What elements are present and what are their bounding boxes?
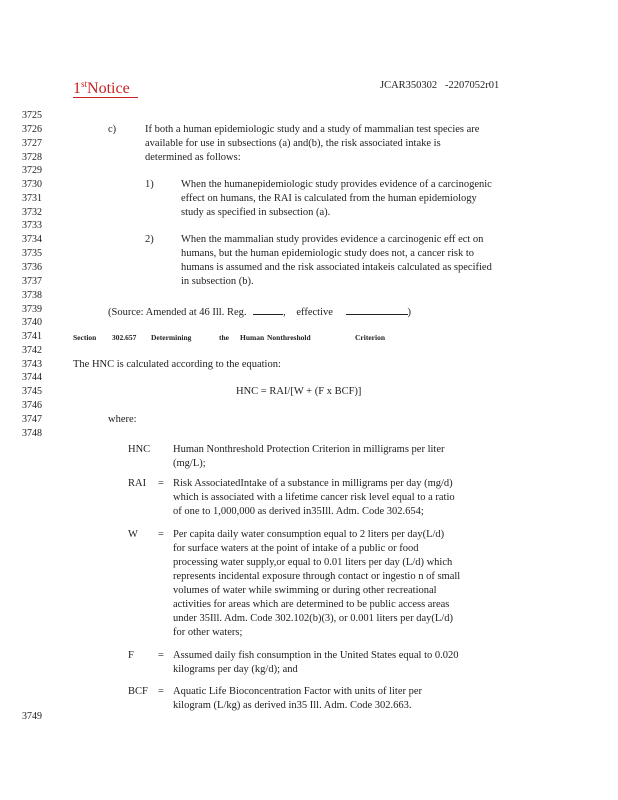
jcar-code: JCAR350302: [380, 80, 438, 91]
line-number: 3745: [22, 386, 42, 397]
equation: HNC = RAI/[W + (F x BCF)]: [236, 386, 362, 397]
line-number: 3738: [22, 290, 42, 301]
definition-line: which is associated with a lifetime cancer risk level equal to a ratio: [173, 492, 455, 503]
definition-term: F: [128, 650, 134, 661]
notice-word: Notice: [87, 80, 130, 97]
line-number: 3727: [22, 138, 42, 149]
document-id: -2207052r01: [445, 80, 500, 91]
item-c-line: determined as follows:: [145, 152, 241, 163]
definition-line: volumes of water while swimming or during other recreational: [173, 585, 437, 596]
line-number: 3734: [22, 234, 42, 245]
source-prefix: (Source: Amended at 46 Ill. Reg.: [108, 307, 247, 318]
definition-line: activities for areas which are determined to be public access areas: [173, 599, 450, 610]
item-2-label: 2): [145, 234, 154, 245]
line-number: 3726: [22, 124, 42, 135]
definition-line: of one to 1,000,000 as derived in35Ill. Adm. Code 302.654;: [173, 506, 424, 517]
definition-term: W: [128, 529, 138, 540]
line-number: 3728: [22, 152, 42, 163]
definition-line: under 35Ill. Adm. Code 302.102(b)(3), or 0.001 liters per day(L/d): [173, 613, 453, 624]
item-1-line: effect on humans, the RAI is calculated from the human epidemiology: [181, 193, 477, 204]
section-word: Criterion: [355, 333, 385, 342]
notice-title: [73, 76, 138, 98]
definition-term: RAI: [128, 478, 147, 489]
line-number: 3729: [22, 165, 42, 176]
line-number: 3743: [22, 359, 42, 370]
section-word: Human: [240, 333, 265, 342]
definition-equals: =: [158, 650, 164, 661]
line-number: 3737: [22, 276, 42, 287]
line-number: 3739: [22, 304, 42, 315]
section-label: Section: [73, 333, 97, 342]
definition-line: for other waters;: [173, 627, 243, 638]
line-number: 3741: [22, 331, 42, 342]
intro-text: The HNC is calculated according to the equation:: [73, 359, 281, 370]
definition-line: Risk AssociatedIntake of a substance in milligrams per day (mg/d): [173, 478, 453, 489]
definition-line: Human Nonthreshold Protection Criterion in milligrams per liter: [173, 444, 445, 455]
register-blank: [253, 304, 283, 315]
source-line: (Source: Amended at 46 Ill. Reg. , effective ): [108, 304, 411, 318]
item-c-line: If both a human epidemiologic study and a study of mammalian test species are: [145, 124, 480, 135]
definition-line: Assumed daily fish consumption in the United States equal to 0.020: [173, 650, 459, 661]
line-number: 3740: [22, 317, 42, 328]
line-number: 3730: [22, 179, 42, 190]
item-c-label: c): [108, 124, 117, 135]
notice-number: 1: [73, 80, 81, 97]
definition-line: kilograms per day (kg/d); and: [173, 664, 298, 675]
definition-line: Per capita daily water consumption equal to 2 liters per day(L/d): [173, 529, 445, 540]
definition-line: Aquatic Life Bioconcentration Factor with units of liter per: [173, 686, 423, 697]
line-number: 3744: [22, 372, 42, 383]
item-1-label: 1): [145, 179, 154, 190]
definition-line: represents incidental exposure through contact or ingestio n of small: [173, 571, 461, 582]
definition-equals: =: [158, 529, 164, 540]
definition-line: kilogram (L/kg) as derived in35 Ill. Adm. Code 302.663.: [173, 700, 412, 711]
source-suffix: ): [407, 307, 412, 318]
line-number: 3725: [22, 110, 42, 121]
definition-term: HNC: [128, 444, 151, 455]
notice-superscript: st: [81, 79, 88, 89]
definition-equals: =: [158, 686, 164, 697]
line-number: 3748: [22, 428, 42, 439]
item-1-line: study as specified in subsection (a).: [181, 207, 331, 218]
item-2-line: humans, but the human epidemiologic study does not, a cancer risk to: [181, 248, 475, 259]
source-effective: effective: [296, 307, 333, 318]
item-2-line: in subsection (b).: [181, 276, 254, 287]
definition-equals: =: [158, 478, 164, 489]
line-number: 3733: [22, 220, 42, 231]
section-word: Nonthreshold: [267, 333, 311, 342]
item-c-line: available for use in subsections (a) and(b), the risk associated intake is: [145, 138, 441, 149]
line-number: 3742: [22, 345, 42, 356]
line-number: 3735: [22, 248, 42, 259]
where-label: where:: [108, 414, 137, 425]
line-number: 3746: [22, 400, 42, 411]
item-2-line: When the mammalian study provides evidence a carcinogenic eff ect on: [181, 234, 484, 245]
definition-line: processing water supply,or equal to 0.01 liters per day (L/d) which: [173, 557, 453, 568]
line-number: 3731: [22, 193, 42, 204]
section-word: Determining: [151, 333, 192, 342]
line-number: 3749: [22, 711, 42, 722]
line-number: 3736: [22, 262, 42, 273]
definition-line: (mg/L);: [173, 458, 206, 469]
section-word: the: [219, 333, 229, 342]
effective-date-blank: [346, 304, 408, 315]
item-1-line: When the humanepidemiologic study provides evidence of a carcinogenic: [181, 179, 492, 190]
line-number: 3732: [22, 207, 42, 218]
definition-term: BCF: [128, 686, 148, 697]
line-number: 3747: [22, 414, 42, 425]
section-number: 302.657: [112, 333, 137, 342]
definition-line: for surface waters at the point of intake of a public or food: [173, 543, 419, 554]
item-2-line: humans is assumed and the risk associated intakeis calculated as specified: [181, 262, 492, 273]
